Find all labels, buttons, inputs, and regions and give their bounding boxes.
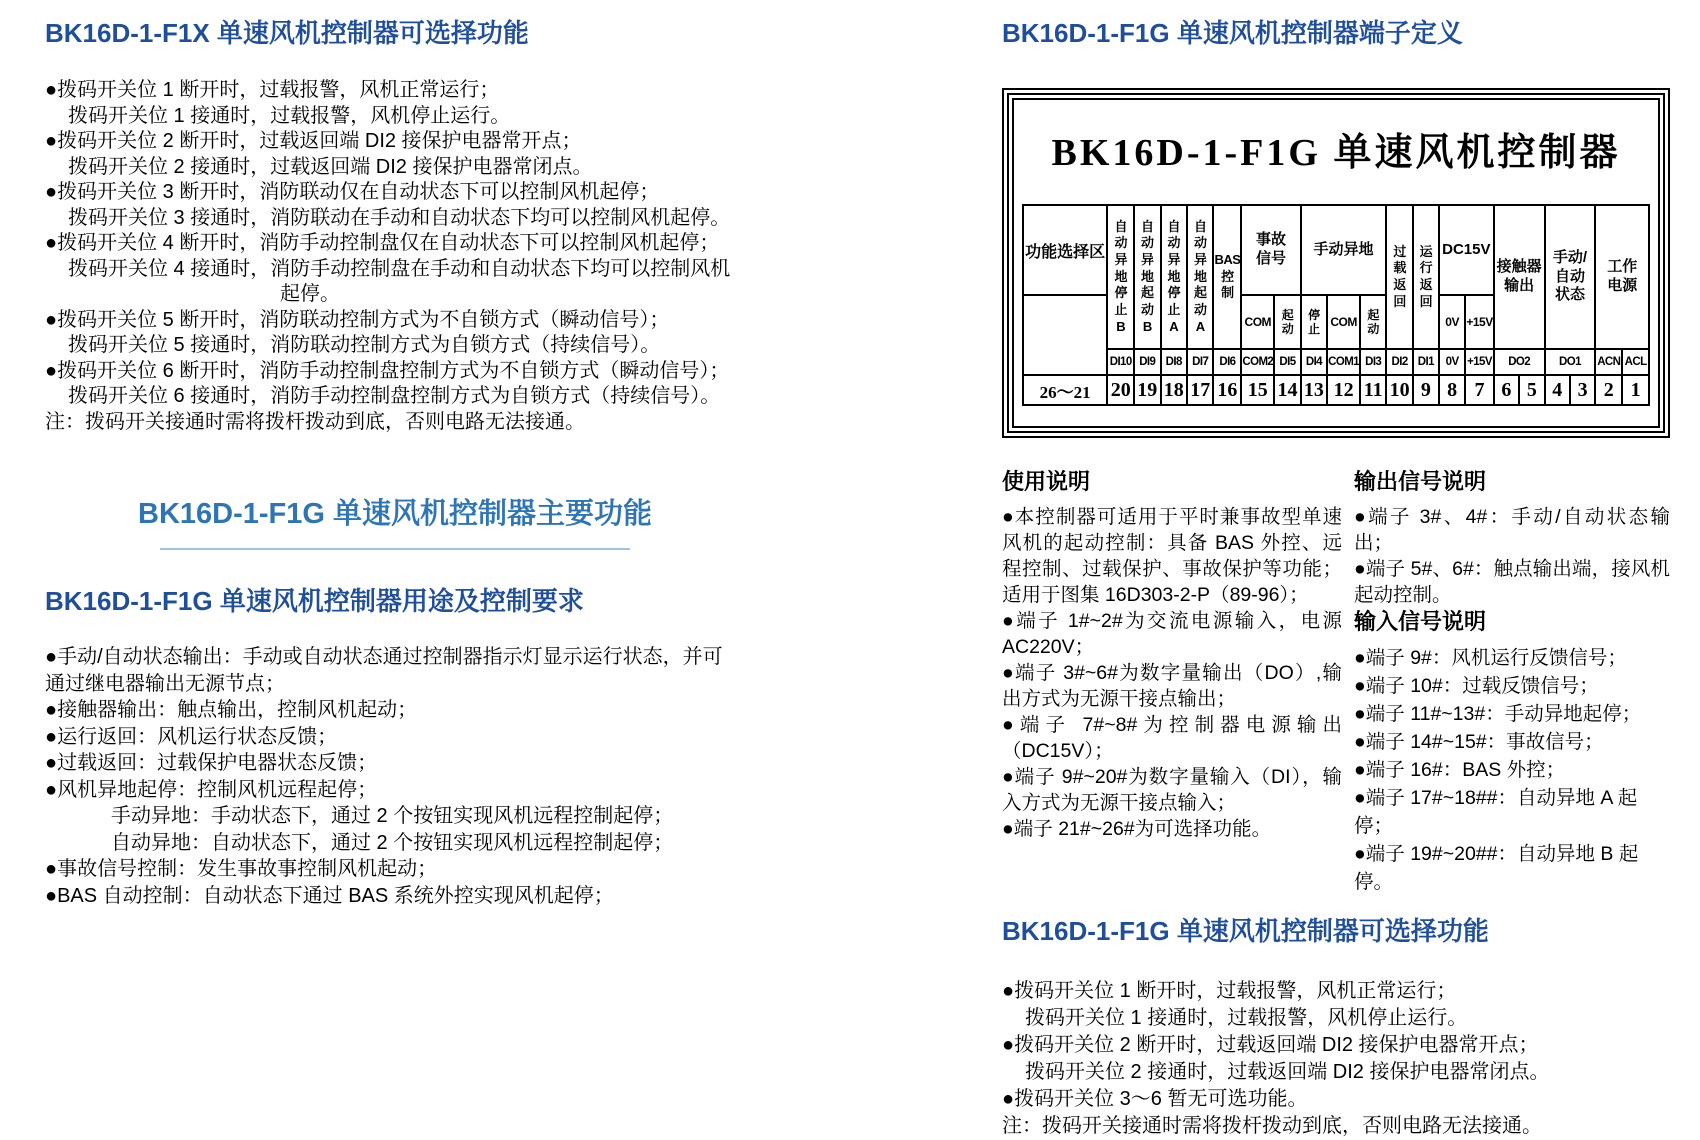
- text-line: ●BAS 自动控制：自动状态下通过 BAS 系统外控实现风机起停；: [45, 884, 614, 907]
- output-signals-heading: 输出信号说明: [1354, 469, 1487, 494]
- usage-requirements-heading: BK16D-1-F1G 单速风机控制器用途及控制要求: [45, 586, 584, 616]
- f1g-options-heading: BK16D-1-F1G 单速风机控制器可选择功能: [1002, 916, 1489, 946]
- terminal-signal-cell: DI1: [1413, 349, 1439, 375]
- text-line: 拨码开关位 3 接通时，消防联动在手动和自动状态下均可以控制风机起停。: [68, 206, 731, 229]
- terminal-number-cell: 19: [1134, 375, 1160, 405]
- terminal-number-cell: 8: [1439, 375, 1465, 405]
- paragraph: ●端子 10#：过载反馈信号；: [1354, 675, 1599, 697]
- terminal-sub-cell: +15V: [1465, 295, 1493, 349]
- text-line: 注：拨码开关接通时需将拨杆拨动到底，否则电路无法接通。: [1002, 1115, 1542, 1137]
- diagram-frame-mid: [1007, 93, 1665, 433]
- text-line: ●拨码开关位 3～6 暂无可选功能。: [1002, 1088, 1308, 1110]
- paragraph: ●端子 9#~20#为数字量输入（DI），输入方式为无源干接点输入；: [1002, 766, 1342, 814]
- terminal-group-cell: 手动异地: [1301, 205, 1387, 295]
- terminal-group-cell: 自 动 异 地 起 动 A: [1187, 205, 1213, 349]
- paragraph: ●端子 16#：BAS 外控；: [1354, 759, 1566, 781]
- main-functions-title: BK16D-1-F1G 单速风机控制器主要功能: [138, 498, 652, 530]
- right-column: [1002, 16, 1670, 1140]
- f1x-options-list: [45, 78, 745, 435]
- text-line: ●拨码开关位 2 断开时，过载返回端 DI2 接保护电器常开点；: [1002, 1034, 1539, 1056]
- paragraph: ●端子 21#~26#为可选择功能。: [1002, 818, 1272, 840]
- terminal-number-cell: 5: [1519, 375, 1544, 405]
- device-title: BK16D-1-F1G 单速风机控制器: [1051, 132, 1621, 174]
- terminal-sub-cell: COM: [1241, 295, 1274, 349]
- paragraph: ●端子 14#~15#：事故信号；: [1354, 731, 1604, 753]
- terminal-group-cell: 自 动 异 地 停 止 A: [1161, 205, 1187, 349]
- terminal-range-cell: 26～21: [1023, 375, 1107, 405]
- text-line: 起停。: [280, 283, 340, 305]
- terminal-signal-cell: ACL: [1622, 349, 1649, 375]
- terminal-group-cell: BAS 控 制: [1213, 205, 1241, 349]
- f1g-options-list: [1002, 978, 1670, 1140]
- terminal-number-cell: 20: [1107, 375, 1134, 405]
- text-line: 拨码开关位 2 接通时，过载返回端 DI2 接保护电器常闭点。: [68, 155, 593, 178]
- text-line: ●手动/自动状态输出：手动或自动状态通过控制器指示灯显示运行状态，并可: [45, 646, 723, 668]
- text-line: 拨码开关位 5 接通时，消防联动控制方式为自锁方式（持续信号）。: [68, 334, 661, 356]
- terminal-sub-cell: 起 动: [1274, 295, 1300, 349]
- paragraph: ●端子 3#、4#：手动/自动状态输出；: [1354, 506, 1670, 554]
- terminal-number-cell: 16: [1213, 375, 1241, 405]
- terminal-signal-cell: DI5: [1274, 349, 1300, 375]
- text-line: 自动异地：自动状态下，通过 2 个按钮实现风机远程控制起停；: [111, 831, 674, 854]
- terminal-number-cell: 2: [1595, 375, 1622, 405]
- terminal-sub-cell: 0V: [1439, 295, 1465, 349]
- text-line: ●拨码开关位 6 断开时，消防手动控制盘控制方式为不自锁方式（瞬动信号）；: [45, 359, 730, 382]
- terminal-signal-cell: DI10: [1107, 349, 1134, 375]
- terminal-sub-cell: 停 止: [1301, 295, 1327, 349]
- text-line: ●事故信号控制：发生事故事控制风机起动；: [45, 858, 438, 880]
- terminal-group-cell: 工作 电源: [1595, 205, 1649, 349]
- paragraph: ●端子 17#~18##：自动异地 A 起停；: [1354, 787, 1638, 837]
- terminal-group-cell: DC15V: [1439, 205, 1494, 295]
- terminal-number-cell: 1: [1622, 375, 1649, 405]
- output-signals-list: [1354, 504, 1670, 608]
- text-line: 注：拨码开关接通时需将拨杆拨动到底，否则电路无法接通。: [45, 410, 585, 433]
- text-line: ●拨码开关位 5 断开时，消防联动控制方式为不自锁方式（瞬动信号）；: [45, 308, 670, 331]
- diagram-frame-inner: [1012, 98, 1660, 428]
- text-line: ●拨码开关位 2 断开时，过载返回端 DI2 接保护电器常开点；: [45, 130, 582, 152]
- paragraph: ●端子 11#~13#：手动异地起停；: [1354, 703, 1642, 725]
- terminal-definition-heading: BK16D-1-F1G 单速风机控制器端子定义: [1002, 18, 1463, 48]
- terminal-number-cell: 7: [1465, 375, 1493, 405]
- f1x-options-heading: BK16D-1-F1X 单速风机控制器可选择功能: [45, 18, 529, 48]
- function-select-cell: 功能选择区: [1023, 205, 1107, 295]
- text-line: ●拨码开关位 3 断开时，消防联动仅在自动状态下可以控制风机起停；: [45, 181, 660, 203]
- terminal-group-cell: 自 动 异 地 停 止 B: [1107, 205, 1134, 349]
- terminal-number-cell: 3: [1570, 375, 1595, 405]
- paragraph: ●端子 1#~2#为交流电源输入，电源 AC220V；: [1002, 610, 1342, 658]
- text-line: 拨码开关位 6 接通时，消防手动控制盘控制方式为自锁方式（持续信号）。: [68, 385, 721, 407]
- terminal-signal-cell: DO1: [1545, 349, 1596, 375]
- text-line: ●接触器输出：触点输出，控制风机起动；: [45, 699, 418, 721]
- text-line: ●风机异地起停：控制风机远程起停；: [45, 778, 378, 801]
- terminal-group-cell: 接触器 输出: [1494, 205, 1545, 349]
- terminal-signal-cell: 0V: [1439, 349, 1465, 375]
- terminal-signal-cell: COM2: [1241, 349, 1274, 375]
- terminal-signal-cell: DI6: [1213, 349, 1241, 375]
- main-functions-title-block: [45, 495, 745, 550]
- terminal-number-cell: 6: [1494, 375, 1519, 405]
- paragraph: ●端子 3#~6#为数字量输出（DO）,输出方式为无源干接点输出；: [1002, 662, 1342, 710]
- left-column: [45, 16, 745, 909]
- terminal-group-cell: 手动/ 自动 状态: [1545, 205, 1596, 349]
- terminal-signal-cell: DI7: [1187, 349, 1213, 375]
- text-line: 手动异地：手动状态下，通过 2 个按钮实现风机远程控制起停；: [111, 805, 674, 827]
- paragraph: ●端子 9#：风机运行反馈信号；: [1354, 647, 1627, 669]
- text-line: ●拨码开关位 4 断开时，消防手动控制盘仅在自动状态下可以控制风机起停；: [45, 232, 720, 254]
- terminal-number-cell: 15: [1241, 375, 1274, 405]
- terminal-group-cell: 过 载 返 回: [1386, 205, 1412, 349]
- paragraph: ●端子 19#~20##：自动异地 B 起停。: [1354, 843, 1639, 893]
- terminal-number-cell: 11: [1360, 375, 1386, 405]
- text-line: ●运行返回：风机运行状态反馈；: [45, 725, 338, 748]
- text-line: 通过继电器输出无源节点；: [45, 672, 285, 695]
- terminal-signal-cell: COM1: [1327, 349, 1360, 375]
- usage-notes-list: [1002, 504, 1342, 842]
- input-signals-list: [1354, 644, 1670, 896]
- terminal-sub-cell: 起 动: [1360, 295, 1386, 349]
- terminal-signal-cell: DI8: [1161, 349, 1187, 375]
- terminal-signal-cell: DI9: [1134, 349, 1160, 375]
- terminal-sub-cell: COM: [1327, 295, 1360, 349]
- terminal-table: [1022, 204, 1650, 406]
- terminal-number-cell: 4: [1545, 375, 1570, 405]
- terminal-signal-cell: DO2: [1494, 349, 1545, 375]
- terminal-signal-cell: DI3: [1360, 349, 1386, 375]
- text-line: 拨码开关位 4 接通时，消防手动控制盘在手动和自动状态下均可以控制风机: [68, 257, 731, 280]
- info-section: [1002, 468, 1670, 896]
- usage-requirements-list: [45, 644, 745, 909]
- text-line: ●过载返回：过载保护电器状态反馈；: [45, 752, 378, 774]
- paragraph: ●端子 7#~8#为控制器电源输出（DC15V）；: [1002, 714, 1342, 762]
- function-select-empty-cell: [1023, 295, 1107, 375]
- usage-notes-heading: 使用说明: [1002, 469, 1091, 494]
- terminal-number-cell: 14: [1274, 375, 1300, 405]
- signal-notes: [1354, 468, 1670, 896]
- terminal-group-cell: 运 行 返 回: [1413, 205, 1439, 349]
- usage-notes: [1002, 468, 1342, 896]
- terminal-group-cell: 事故 信号: [1241, 205, 1300, 295]
- terminal-number-cell: 9: [1413, 375, 1439, 405]
- terminal-signal-cell: DI2: [1386, 349, 1412, 375]
- terminal-diagram: [1002, 88, 1670, 438]
- terminal-signal-cell: DI4: [1301, 349, 1327, 375]
- input-signals-heading: 输入信号说明: [1354, 609, 1487, 634]
- text-line: 拨码开关位 1 接通时，过载报警，风机停止运行。: [68, 104, 511, 127]
- text-line: ●拨码开关位 1 断开时，过载报警，风机正常运行；: [45, 79, 500, 101]
- terminal-number-cell: 12: [1327, 375, 1360, 405]
- text-line: ●拨码开关位 1 断开时，过载报警，风机正常运行；: [1002, 980, 1457, 1002]
- text-line: 拨码开关位 2 接通时，过载返回端 DI2 接保护电器常闭点。: [1025, 1061, 1550, 1083]
- text-line: 拨码开关位 1 接通时，过载报警，风机停止运行。: [1025, 1007, 1468, 1029]
- terminal-group-cell: 自 动 异 地 起 动 B: [1134, 205, 1160, 349]
- terminal-number-cell: 10: [1386, 375, 1412, 405]
- terminal-number-cell: 18: [1161, 375, 1187, 405]
- terminal-signal-cell: +15V: [1465, 349, 1493, 375]
- title-underline: [160, 548, 630, 550]
- terminal-signal-cell: ACN: [1595, 349, 1622, 375]
- paragraph: ●本控制器可适用于平时兼事故型单速风机的起动控制：具备 BAS 外控、远程控制、过载保护、事故保护等功能；适用于图集 16D303-2-P（89-96）；: [1002, 506, 1342, 606]
- paragraph: ●端子 5#、6#：触点输出端，接风机起动控制。: [1354, 558, 1670, 606]
- terminal-number-cell: 17: [1187, 375, 1213, 405]
- terminal-number-cell: 13: [1301, 375, 1327, 405]
